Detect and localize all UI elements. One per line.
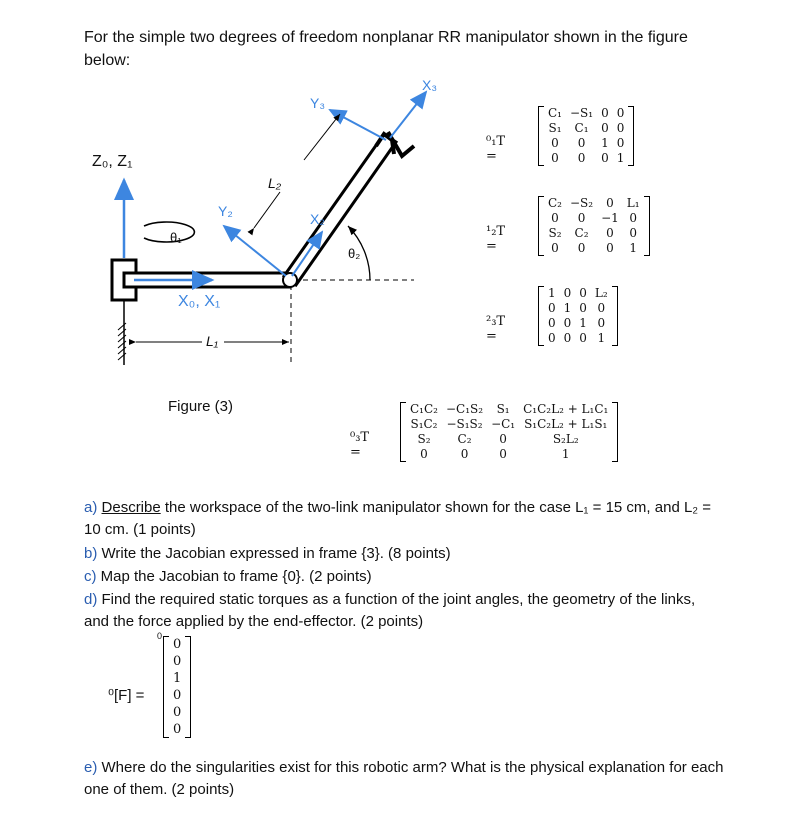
force-vector-cell: 1 [173, 671, 182, 686]
matrix-cell: C₂ [457, 432, 472, 446]
matrix-cell: 0 [551, 241, 559, 255]
matrix-t23-label: ²₃T = [486, 314, 506, 344]
x2-label: X₂ [310, 211, 325, 227]
question-e-letter: e) [84, 759, 98, 776]
matrix-cell: 0 [616, 136, 625, 150]
matrix-cell: 1 [616, 151, 625, 165]
question-b [84, 543, 724, 565]
matrix-cell: 1 [601, 136, 609, 150]
matrix-cell: 1 [563, 301, 572, 315]
matrix-t23-body [534, 286, 622, 349]
matrix-cell: −S₂ [570, 196, 594, 210]
matrix-cell: 0 [616, 121, 625, 135]
matrix-cell: C₁C₂ [410, 402, 438, 416]
matrix-cell: 1 [629, 241, 637, 255]
matrix-cell: 0 [606, 241, 614, 255]
matrix-cell: 0 [551, 211, 559, 225]
y3-axis-arrow [330, 110, 386, 140]
matrix-cell: 0 [597, 316, 606, 330]
matrix-cell: 0 [548, 331, 556, 345]
matrix-cell: 0 [601, 106, 609, 120]
matrix-cell: C₁C₂L₂ + L₁C₁ [523, 402, 609, 416]
question-d-text: Find the required static torques as a function of the joint angles, the geometry of the links, and the force applied by the end-effector. (2 points) [84, 591, 696, 630]
matrix-cell: C₁ [548, 106, 562, 120]
matrix-cell: S₂ [417, 432, 431, 446]
matrix-cell: S₁C₂L₂ + L₁S₁ [524, 417, 608, 431]
matrix-t01-label: ⁰₁T = [486, 134, 506, 164]
matrix-cell: 0 [579, 286, 587, 300]
figure-caption: Figure (3) [168, 398, 234, 415]
question-d [84, 589, 724, 633]
matrix-cell: S₂L₂ [552, 432, 579, 446]
matrix-t03-body [396, 402, 622, 465]
matrix-cell: 1 [579, 316, 587, 330]
x0x1-label: X₀, X₁ [178, 293, 221, 310]
question-a-letter: a) [84, 499, 98, 516]
matrix-cell: 0 [577, 211, 586, 225]
matrix-cell: C₂ [574, 226, 589, 240]
matrix-cell: −C₁S₂ [445, 402, 484, 416]
matrix-cell: 0 [548, 301, 556, 315]
question-b-text: Write the Jacobian expressed in frame {3}. (8 points) [101, 545, 451, 562]
force-vector-cell: 0 [173, 688, 182, 703]
matrix-cell: S₁ [548, 121, 562, 135]
question-c-letter: c) [84, 568, 97, 585]
matrix-cell: −S₁ [570, 106, 594, 120]
matrix-cell: 0 [579, 301, 587, 315]
matrix-cell: 0 [563, 331, 572, 345]
force-vector [163, 636, 191, 741]
question-e-text: Where do the singularities exist for this robotic arm? What is the physical explanation for each one of them. (2 points) [84, 759, 724, 798]
matrix-cell: −1 [601, 211, 619, 225]
matrix-cell: 0 [629, 211, 637, 225]
matrix-cell: 0 [548, 316, 556, 330]
matrix-cell: S₁ [496, 402, 510, 416]
matrix-cell: 0 [606, 226, 614, 240]
matrix-cell: 0 [601, 121, 609, 135]
matrix-cell: 0 [499, 432, 507, 446]
matrix-cell: 0 [563, 286, 572, 300]
matrix-cell: 1 [561, 447, 570, 461]
matrix-cell: 0 [629, 226, 637, 240]
manipulator-figure [84, 80, 464, 380]
theta2-label: θ₂ [348, 246, 361, 261]
matrix-cell: 0 [579, 331, 587, 345]
question-a-text: the workspace of the two-link manipulator shown for the case L₁ = 15 cm, and L₂ = 10 cm. (1 points) [84, 499, 712, 538]
question-b-letter: b) [84, 545, 98, 562]
matrix-t12-body [534, 196, 654, 259]
force-vector-cell: 0 [173, 654, 182, 669]
question-e [84, 757, 724, 801]
question-d-letter: d) [84, 591, 98, 608]
matrix-cell: −S₁S₂ [446, 417, 483, 431]
matrix-t12-label: ¹₂T = [486, 224, 506, 254]
problem-intro: For the simple two degrees of freedom nonplanar RR manipulator shown in the figure below: [84, 29, 688, 69]
question-c-text: Map the Jacobian to frame {0}. (2 points) [100, 568, 372, 585]
matrix-cell: 0 [551, 151, 559, 165]
matrix-cell: S₂ [548, 226, 562, 240]
y2-label: Y₂ [218, 203, 233, 219]
matrix-cell: S₁C₂ [410, 417, 438, 431]
force-vector-cell: 0 [173, 705, 182, 720]
matrix-t03-label: ⁰₃T = [350, 430, 370, 460]
matrix-cell: 0 [606, 196, 614, 210]
matrix-cell: 0 [577, 241, 586, 255]
matrix-cell: −C₁ [491, 417, 516, 431]
matrix-cell: L₂ [594, 286, 608, 300]
matrix-t01-body [534, 106, 638, 169]
question-a-keyword: Describe [101, 499, 161, 516]
matrix-cell: C₂ [548, 196, 562, 210]
matrix-cell: 0 [499, 447, 507, 461]
y2-axis-arrow [224, 226, 286, 276]
matrix-cell: 0 [563, 316, 572, 330]
question-c [84, 566, 724, 588]
matrix-cell: 0 [577, 151, 586, 165]
l1-label: L₁ [206, 333, 219, 349]
matrix-cell: 0 [460, 447, 469, 461]
matrix-cell: 0 [597, 301, 606, 315]
matrix-cell: L₁ [626, 196, 640, 210]
matrix-cell: C₁ [574, 121, 589, 135]
l2-label: L₂ [268, 175, 282, 191]
x3-label: X₃ [422, 80, 438, 93]
z0z1-label: Z₀, Z₁ [92, 153, 133, 170]
matrix-cell: 0 [577, 136, 586, 150]
matrix-cell: 0 [616, 106, 625, 120]
question-a [84, 497, 724, 541]
theta1-label: θ₁ [170, 230, 182, 245]
force-vector-cell: 0 [173, 722, 182, 737]
force-vector-cell: 0 [173, 637, 182, 652]
matrix-cell: 0 [601, 151, 609, 165]
force-label: ⁰[F] = [108, 687, 145, 704]
matrix-cell: 0 [551, 136, 559, 150]
matrix-cell: 1 [548, 286, 556, 300]
matrix-cell: 1 [597, 331, 606, 345]
force-superscript: 0 [157, 631, 163, 641]
y3-label: Y₃ [310, 95, 326, 111]
x3-axis-arrow [390, 92, 426, 138]
matrix-cell: 0 [420, 447, 428, 461]
